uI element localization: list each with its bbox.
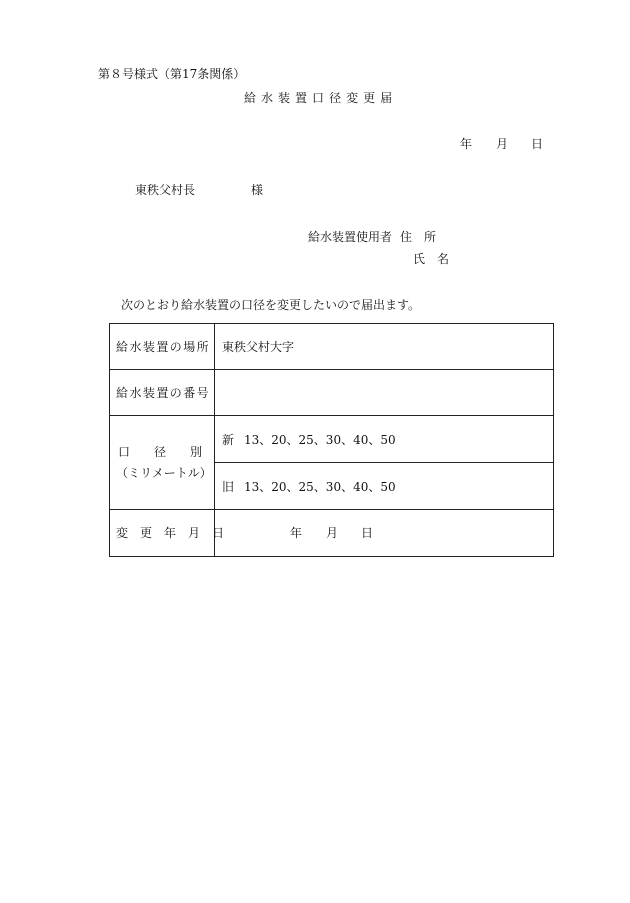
change-date-label: 変 更 年 月 日	[116, 526, 225, 540]
date-day-label: 日	[531, 137, 544, 151]
change-date-month: 月	[326, 526, 339, 540]
diameter-unit: （ミリメートル）	[116, 466, 212, 480]
old-diameter-values: 13、20、25、30、40、50	[244, 480, 396, 494]
addressee-honorific: 様	[251, 183, 264, 197]
change-date-year: 年	[290, 526, 303, 540]
row-divider-2	[109, 415, 554, 416]
change-date-day: 日	[361, 526, 374, 540]
new-diameter-label: 新	[222, 433, 235, 447]
form-number: 第８号様式（第17条関係）	[98, 67, 246, 81]
row-divider-1	[109, 369, 554, 370]
row-divider-3	[214, 462, 554, 463]
date-month-label: 月	[496, 137, 509, 151]
applicant-address-label: 住 所	[400, 230, 437, 244]
document-title: 給 水 装 置 口 径 変 更 届	[244, 91, 393, 105]
column-divider	[214, 323, 215, 557]
diameter-label: 口 径 別	[118, 445, 203, 459]
number-label: 給水装置の番号	[116, 386, 211, 400]
applicant-name-label: 氏 名	[413, 252, 450, 266]
row-divider-4	[109, 509, 554, 510]
applicant-role: 給水装置使用者	[308, 230, 393, 244]
new-diameter-values: 13、20、25、30、40、50	[244, 433, 396, 447]
location-value: 東秩父村大字	[222, 340, 295, 354]
form-table	[109, 323, 554, 557]
date-year-label: 年	[460, 137, 473, 151]
location-label: 給水装置の場所	[116, 340, 211, 354]
addressee-name: 東秩父村長	[135, 183, 196, 197]
old-diameter-label: 旧	[222, 480, 235, 494]
intro-text: 次のとおり給水装置の口径を変更したいので届出ます。	[121, 298, 421, 312]
